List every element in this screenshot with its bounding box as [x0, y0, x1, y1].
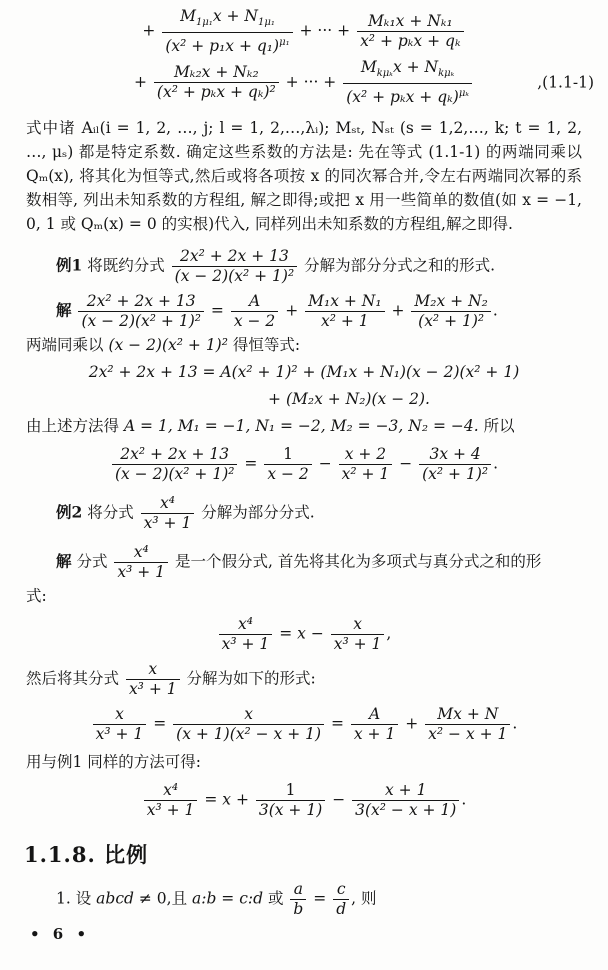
- math-text: a: [293, 880, 304, 898]
- math-text: 得恒等式:: [227, 336, 301, 354]
- fraction: [264, 446, 311, 483]
- fraction-numerator: [78, 293, 204, 311]
- math-text: x³ + 1: [146, 801, 195, 819]
- example2-final-equation: [0, 782, 608, 819]
- fraction-denominator: [114, 562, 168, 581]
- math-text: −: [327, 790, 351, 809]
- math-text: A = 1, M₁ = −1, N₁ = −2, M₂ = −3, N₂ = −4.: [123, 417, 479, 435]
- fraction-numerator: [264, 446, 311, 464]
- fraction-denominator: [93, 724, 147, 743]
- math-text: 分解为如下的形式:: [181, 669, 316, 688]
- math-text: 将既约分式: [82, 256, 170, 275]
- math-text: x³ + 1: [128, 680, 177, 698]
- math-text: c: [336, 880, 346, 898]
- math-text: x² − x + 1: [428, 725, 508, 743]
- math-text: =: [205, 301, 229, 320]
- math-text: +: [386, 301, 410, 320]
- math-text: x⁴: [163, 781, 179, 799]
- math-text: 分式: [71, 552, 113, 571]
- fraction-numerator: [333, 881, 349, 899]
- math-text: +: [133, 72, 152, 91]
- fraction-numerator: [231, 293, 278, 311]
- math-text: +: [142, 21, 161, 40]
- math-text: 解: [56, 551, 72, 571]
- math-text: + ··· +: [294, 21, 356, 40]
- fraction-numerator: [126, 661, 180, 679]
- math-text: M: [360, 58, 377, 76]
- math-text: d: [336, 900, 347, 918]
- math-text: x: [222, 790, 232, 809]
- fraction-numerator: [114, 544, 168, 562]
- math-text: x − 2: [267, 465, 309, 483]
- math-text: x³ + 1: [333, 635, 382, 653]
- fraction-numerator: [411, 293, 490, 311]
- math-text: 例1: [56, 255, 83, 275]
- fraction-numerator: [141, 495, 195, 513]
- math-text: =: [326, 714, 349, 733]
- math-text: x⁴: [237, 615, 253, 633]
- fraction: [411, 293, 490, 330]
- math-text: kμₖ: [376, 68, 393, 79]
- math-text: x + 1: [384, 781, 427, 799]
- fraction-numerator: [154, 64, 279, 82]
- math-text: 两端同乘以: [26, 336, 109, 354]
- math-text: a:b = c:d: [192, 889, 264, 908]
- fraction-numerator: [144, 782, 198, 800]
- fraction-denominator: [331, 634, 385, 653]
- math-text: (x − 2)(x² + 1)²: [174, 267, 295, 285]
- fraction-denominator: [290, 899, 306, 918]
- fraction-numerator: [351, 706, 398, 724]
- fraction: [333, 881, 349, 918]
- fraction: [351, 706, 398, 743]
- math-text: 3(x + 1): [258, 801, 323, 819]
- math-text: 2x² + 2x + 13 = A(x² + 1)² + (M₁x + N₁)(x − 2)(x² + 1): [88, 363, 520, 381]
- math-text: 例2: [56, 502, 83, 522]
- equation-1-1-1: [0, 8, 608, 106]
- fraction: [172, 248, 298, 285]
- example1-solution-equation: [56, 293, 590, 330]
- fraction-numerator: [172, 248, 298, 266]
- fraction-denominator: [154, 82, 279, 101]
- fraction-numerator: [331, 616, 385, 634]
- fraction: [173, 706, 324, 743]
- math-text: + (M₂x + N₂)(x − 2).: [268, 390, 430, 408]
- math-text: ,: [386, 624, 392, 643]
- math-text: 1: [283, 445, 293, 463]
- fraction-numerator: [305, 293, 384, 311]
- math-text: =: [199, 790, 223, 809]
- math-text: (x² + 1)²: [418, 312, 485, 330]
- fraction: [357, 13, 464, 50]
- fraction-denominator: [219, 634, 273, 653]
- fraction-denominator: [357, 31, 464, 50]
- fraction-denominator: [351, 724, 398, 743]
- fraction: [154, 64, 279, 101]
- fraction-numerator: [357, 13, 464, 31]
- fraction-numerator: [290, 881, 306, 899]
- fraction-numerator: [173, 706, 324, 724]
- math-text: + ··· +: [280, 72, 342, 91]
- math-text: x³ + 1: [95, 725, 144, 743]
- math-text: [72, 302, 77, 320]
- math-text: x³ + 1: [117, 563, 166, 581]
- math-text: x: [353, 615, 362, 633]
- math-text: b: [293, 900, 304, 918]
- math-text: x⁴: [160, 494, 175, 512]
- fraction: [419, 446, 491, 483]
- math-text: x² + pₖx + qₖ: [360, 32, 461, 50]
- math-text: 2x² + 2x + 13: [120, 445, 230, 463]
- fraction-denominator: [352, 800, 459, 819]
- fraction: [290, 881, 306, 918]
- example1-identity-line1: [0, 361, 608, 384]
- math-text: 是一个假分式, 首先将其化为多项式与真分式之和的形: [170, 552, 542, 571]
- math-text: abcd: [96, 889, 134, 908]
- math-text: x³ + 1: [143, 514, 192, 532]
- math-text: 由上述方法得: [26, 417, 124, 435]
- math-text: 1. 设: [56, 889, 97, 908]
- fraction-numerator: [425, 706, 510, 724]
- math-text: −: [394, 454, 418, 473]
- fraction: [231, 293, 278, 330]
- fraction-numerator: [162, 8, 292, 32]
- fraction: [425, 706, 510, 743]
- math-text: Mₖ₁x + Nₖ₁: [367, 12, 453, 30]
- math-text: −: [313, 454, 337, 473]
- fraction: [93, 706, 147, 743]
- fraction-numerator: [339, 446, 393, 464]
- math-text: x + N: [212, 7, 258, 25]
- math-text: (x − 2)(x² + 1)²: [114, 465, 235, 483]
- fraction: [78, 293, 204, 330]
- math-text: x + 1: [353, 725, 396, 743]
- fraction: [339, 446, 393, 483]
- math-text: .: [461, 790, 467, 809]
- fraction-numerator: [93, 706, 147, 724]
- fraction-denominator: [162, 32, 292, 55]
- fraction-denominator: [343, 83, 472, 106]
- section-heading-1-1-8: 1.1.8. 比例: [24, 842, 149, 867]
- fraction: [219, 616, 273, 653]
- equation-1-1-1-row1: [0, 8, 608, 55]
- math-text: x³ + 1: [221, 635, 270, 653]
- fraction: [162, 8, 292, 55]
- math-text: 所以: [478, 417, 515, 435]
- fraction-denominator: [141, 513, 195, 532]
- example2-statement: [56, 495, 590, 532]
- math-text: x + N: [392, 58, 439, 76]
- math-text: kμₖ: [438, 68, 455, 79]
- proportion-item-1: [56, 881, 608, 918]
- page-number: • 6 •: [30, 925, 91, 943]
- fraction: [114, 544, 168, 581]
- fraction: [331, 616, 385, 653]
- math-text: (x + 1)(x² − x + 1): [176, 725, 322, 743]
- math-text: 1μ₁: [195, 17, 213, 28]
- math-text: =: [308, 889, 332, 908]
- fraction-numerator: [343, 59, 472, 83]
- math-text: 3(x² − x + 1): [355, 801, 457, 819]
- fraction-denominator: [231, 311, 278, 330]
- math-text: 1: [285, 781, 296, 799]
- math-text: (x − 2)(x² + 1)²: [108, 336, 228, 354]
- math-text: A: [369, 705, 381, 723]
- fraction-denominator: [172, 266, 298, 285]
- fraction-numerator: [419, 446, 491, 464]
- example1-coefficients-line: [26, 415, 590, 438]
- math-text: , 则: [351, 889, 377, 908]
- fraction-denominator: [126, 679, 180, 698]
- math-text: M₂x + N₂: [414, 292, 488, 310]
- math-text: (x² + 1)²: [422, 465, 489, 483]
- math-text: .: [492, 301, 498, 320]
- math-text: 分解为部分分式之和的形式.: [299, 256, 496, 275]
- math-text: +: [280, 301, 304, 320]
- example2-solution-continuation: 式:: [26, 587, 47, 605]
- example2-improper-fraction-equation: [0, 616, 608, 653]
- math-text: .: [512, 714, 518, 733]
- math-text: 然后将其分式: [26, 669, 124, 688]
- math-text: μₖ: [458, 88, 469, 99]
- math-text: M: [180, 7, 196, 25]
- math-text: +: [231, 790, 254, 809]
- fraction-numerator: [219, 616, 273, 634]
- fraction-numerator: [112, 446, 238, 464]
- math-text: x: [148, 660, 158, 678]
- equation-number: ,(1.1-1): [537, 72, 594, 91]
- fraction-denominator: [256, 800, 325, 819]
- fraction-denominator: [144, 800, 198, 819]
- math-text: x² + 1: [321, 312, 369, 330]
- math-text: =: [274, 624, 298, 643]
- example1-statement: [56, 248, 590, 285]
- math-text: x: [297, 624, 306, 643]
- math-text: 解: [56, 300, 72, 320]
- fraction-denominator: [425, 724, 510, 743]
- fraction-denominator: [112, 464, 238, 483]
- fraction-denominator: [419, 464, 491, 483]
- math-text: 2x² + 2x + 13: [86, 292, 196, 310]
- fraction: [144, 782, 198, 819]
- fraction-numerator: [256, 782, 325, 800]
- math-text: x − 2: [233, 312, 276, 330]
- math-text: 2x² + 2x + 13: [180, 247, 289, 265]
- math-text: =: [148, 714, 172, 733]
- math-text: M₁x + N₁: [308, 292, 382, 310]
- equation-1-1-1-row2: [0, 59, 608, 106]
- example1-identity-line2: [0, 388, 608, 411]
- fraction-denominator: [333, 899, 349, 918]
- math-text: 3x + 4: [429, 445, 481, 463]
- math-text: −: [305, 624, 329, 643]
- math-text: (x² + pₖx + qₖ): [346, 88, 459, 106]
- fraction: [256, 782, 325, 819]
- fraction: [305, 293, 384, 330]
- math-text: A: [248, 292, 261, 310]
- fraction-denominator: [411, 311, 490, 330]
- math-text: (x² + pₖx + qₖ)²: [156, 83, 276, 101]
- math-text: 1μ₁: [257, 17, 275, 28]
- fraction: [112, 446, 238, 483]
- example2-decomposition-equation: [0, 706, 608, 743]
- math-text: x⁴: [133, 543, 149, 561]
- fraction-denominator: [339, 464, 393, 483]
- fraction-numerator: [352, 782, 459, 800]
- example1-result-equation: [0, 446, 608, 483]
- math-text: μ₁: [279, 37, 290, 48]
- math-text: x: [244, 705, 253, 723]
- paragraph-coefficient-method: 式中诸 Aᵢₗ(i = 1, 2, …, j; l = 1, 2,…,λᵢ); Mₛₜ, Nₛₜ (s = 1,2,…, k; t = 1, 2, …, μₛ) 都是特定系数. 确定这些系数的方法是: 先在等式 (1.1-1) 的两端同乘以 Qₘ(x), 将其化为恒等式,然后或将各项按 x 的同次幂合并,令左右两端同次幂的系数相等, 列出未知系数的方程组, 解之即得;或把 x 用一些简单的数值(如 x = −1, 0, 1 或 Qₘ(x) = 0 的实根)代入, 同样列出未知系数的方程组,解之即得.: [26, 119, 582, 233]
- math-text: 将分式: [82, 503, 139, 522]
- fraction: [343, 59, 472, 106]
- example2-solution-line: [56, 544, 590, 581]
- math-text: (x² + p₁x + q₁): [165, 37, 280, 55]
- math-text: 或: [263, 889, 289, 908]
- math-text: =: [239, 454, 263, 473]
- math-text: x: [115, 705, 124, 723]
- math-text: (x − 2)(x² + 1)²: [81, 312, 201, 330]
- math-text: Mx + N: [437, 705, 499, 723]
- math-text: ≠ 0,且: [133, 889, 192, 908]
- fraction-denominator: [173, 724, 324, 743]
- math-text: x² + 1: [341, 465, 390, 483]
- math-text: +: [400, 714, 424, 733]
- fraction-denominator: [264, 464, 311, 483]
- math-text: 分解为部分分式.: [196, 503, 315, 522]
- fraction: [352, 782, 459, 819]
- fraction-denominator: [78, 311, 204, 330]
- example1-multiply-line: [26, 334, 590, 357]
- fraction: [141, 495, 195, 532]
- fraction: [126, 661, 180, 698]
- math-text: .: [493, 454, 499, 473]
- math-text: x + 2: [344, 445, 387, 463]
- fraction-denominator: [305, 311, 384, 330]
- example2-same-method-line: 用与例1 同样的方法可得:: [26, 753, 202, 771]
- example2-then-line: [26, 661, 590, 698]
- math-text: Mₖ₂x + Nₖ₂: [173, 63, 259, 81]
